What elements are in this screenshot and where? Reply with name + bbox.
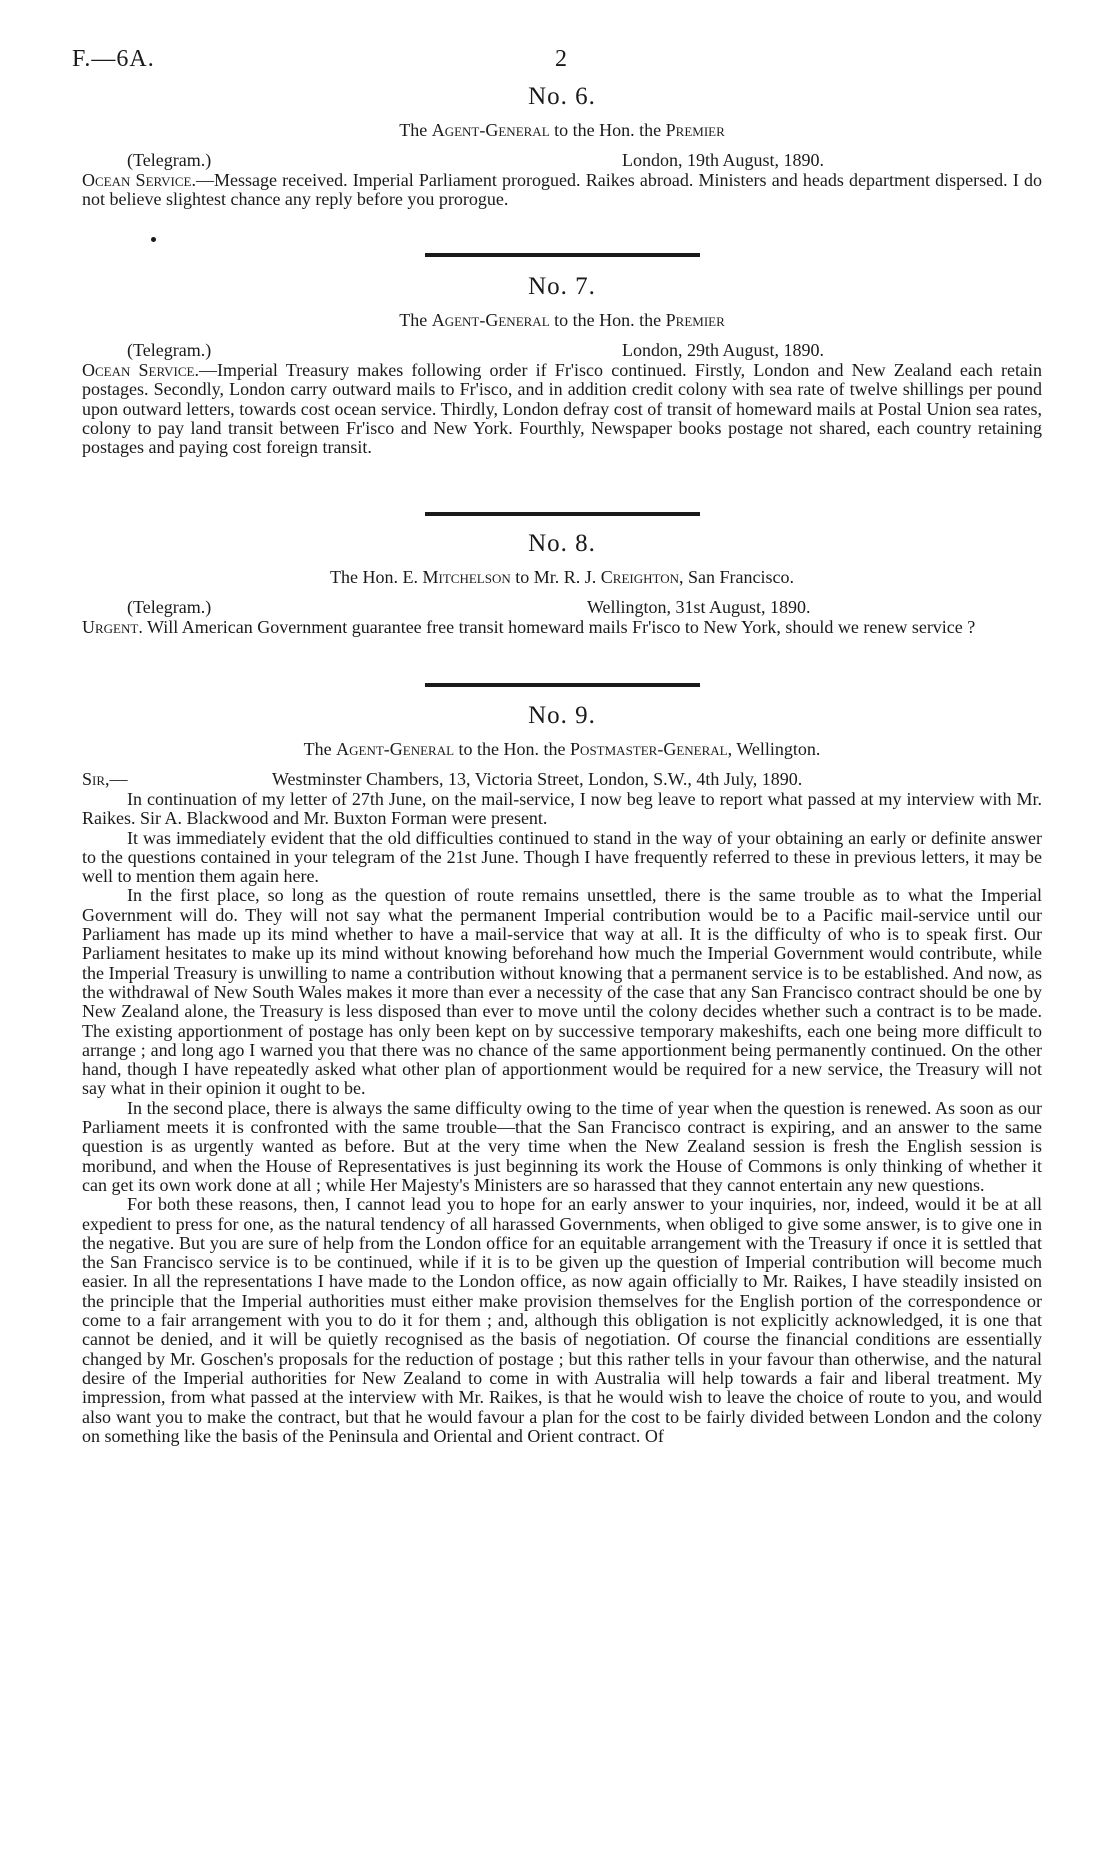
lead-heading: Ocean Service. [82, 360, 199, 380]
to-title: Premier [665, 310, 725, 330]
from-title: Agent-General [431, 120, 550, 140]
body-text: Will American Government guarantee free transit homeward mails Fr'isco to New York, should we renew service ? [142, 617, 976, 637]
section-number: No. 6. [528, 83, 596, 110]
telegram-body [82, 361, 1042, 457]
lead-heading: Ocean Service. [82, 170, 196, 190]
telegram-meta [82, 596, 1042, 618]
section-no-9 [82, 702, 1042, 1446]
word-the: the [639, 120, 662, 140]
section-number: No. 8. [528, 530, 596, 557]
word-the: The [399, 310, 428, 330]
page-number: 2 [555, 46, 567, 72]
letter-paragraph: In the first place, so long as the question of route remains unsettled, there is the same trouble as to what the Imperial Government will do. They will not say what the permanent Imperial contribution would be to a Pacific mail-service until our Parliament has made up its mind whether to have a mail-service that way at all. It is the difficulty of who is to speak first. Our Parliament hesitates to make up its mind without knowing beforehand how much the Imperial Government would contribute, while the Imperial Treasury is unwilling to name a contribution without knowing that a permanent service is to be established. And now, as the withdrawal of New South Wales makes it more than ever a necessity of the case that any San Francisco contract should be one by New Zealand alone, the Treasury is less disposed than ever to move until the colony decides whether such a contract is to be made. The existing apportionment of postage has only been kept on by successive temporary makeshifts, each one being more difficult to arrange ; and long ago I warned you that there was no chance of the same apportionment being permanently continued. On the other hand, though I have repeatedly asked what other plan of apportionment would be required for a new service, the Treasury will not say what in their opinion it ought to be. [82, 885, 1042, 1099]
telegram-body [82, 618, 1042, 637]
lead-heading: Urgent. [82, 617, 143, 637]
document-reference: F.—6A. [72, 46, 155, 72]
letter-meta [82, 768, 1042, 790]
word-the-hon: The Hon. [330, 567, 399, 587]
place-date: London, 19th August, 1890. [622, 150, 825, 170]
place-date: London, 29th August, 1890. [622, 340, 825, 360]
word-the: the [639, 310, 662, 330]
word-to-the-hon: to the Hon. [458, 739, 540, 759]
section-no-6 [82, 83, 1042, 210]
word-the: The [303, 739, 332, 759]
word-to-mr: to Mr. [515, 567, 560, 587]
telegram-body [82, 171, 1042, 210]
letter-paragraph: For both these reasons, then, I cannot lead you to hope for an early answer to your inquiries, nor, indeed, would it be at all expedient to press for one, as the natural tendency of all harassed Governments, when obliged to give some answer, is to give one in the negative. But you are sure of help from the London office for an equitable arrangement with the Treasury if once it is settled that the San Francisco service is to be continued, while if it is to be given up the question of Imperial contribution will become much easier. In all the representations I have made to the London office, as now again officially to Mr. Raikes, I have steadily insisted on the principle that the Imperial authorities must either make provision themselves for the English portion of the correspondence or come to a fair arrangement with you to do it for them ; and, although this obligation is not explicitly acknowledged, it is one that cannot be denied, and it will be quietly recognised as the basis of negotiation. Of course the financial conditions are essentially changed by Mr. Goschen's proposals for the reduction of postage ; but this rather tells in your favour than otherwise, and the natural desire of the Imperial authorities for New Zealand to come in with Australia will help towards a fair and liberal treatment. My impression, from what passed at the interview with Mr. Raikes, is that he would wish to leave the choice of route to you, and would also want you to make the contract, but that he would favour a plan for the cost to be fairly divided between London and the colony on something like the basis of the Peninsula and Oriental and Orient contract. Of [82, 1194, 1042, 1446]
to-place: Wellington. [736, 739, 821, 759]
section-no-8 [82, 530, 1042, 637]
address-date: Westminster Chambers, 13, Victoria Street, London, S.W., 4th July, 1890. [272, 769, 803, 789]
telegram-meta [82, 339, 1042, 361]
body-text: —Imperial Treasury makes following order if Fr'isco continued. Firstly, London and New Zealand each retain postages. Secondly, London carry outward mails to Fr'isco, and in addition credit colony with sea rate of twelve shillings per pound upon outward letters, towards cost ocean service. Thirdly, London defray cost of transit of homeward mails at Postal Union sea rates, colony to pay land transit between Fr'isco and New York. Fourthly, Newspaper books postage not shared, each country retaining postages and paying cost foreign transit. [82, 360, 1042, 458]
letter-paragraph: It was immediately evident that the old difficulties continued to stand in the way of your obtaining an early or definite answer to the questions contained in your telegram of the 21st June. Though I have frequently referred to these in previous letters, it may be well to mention them again here. [82, 827, 1042, 887]
word-to-the-hon: to the Hon. [554, 120, 635, 140]
to-place: San Francisco. [687, 567, 794, 587]
section-divider [425, 683, 700, 687]
from-to-line: The Agent-General to the Hon. the Postmaster-General, Wellington. [303, 739, 821, 759]
message-type: (Telegram.) [127, 597, 212, 617]
telegram-meta [82, 149, 1042, 171]
section-number: No. 9. [528, 702, 596, 729]
to-name: R. J. Creighton [563, 567, 679, 587]
letter-paragraph: In continuation of my letter of 27th June, on the mail-service, I now beg leave to report what passed at my interview with Mr. Raikes. Sir A. Blackwood and Mr. Buxton Forman were present. [82, 789, 1042, 829]
to-title: Premier [665, 120, 725, 140]
salutation: Sir,— [82, 769, 128, 789]
body-text: —Message received. Imperial Parliament prorogued. Raikes abroad. Ministers and heads department dispersed. I do not believe slightest chance any reply before you prorogue. [82, 170, 1042, 210]
message-type: (Telegram.) [127, 150, 212, 170]
letter-paragraph: In the second place, there is always the same difficulty owing to the time of year when the question is renewed. As soon as our Parliament meets it is confronted with the same trouble—that the San Francisco contract is expiring, and an answer to the same question is as urgently wanted as before. But at the very time when the New Zealand session is fresh the English session is moribund, and when the House of Representatives is just beginning its work the House of Commons is only thinking of whether it can get its own work done at all ; while Her Majesty's Ministers are so harassed that they cannot entertain any new questions. [82, 1097, 1042, 1195]
word-to-the-hon: to the Hon. [554, 310, 635, 330]
to-title: Postmaster-General [570, 739, 728, 759]
from-title: Agent-General [336, 739, 455, 759]
word-the: the [543, 739, 566, 759]
section-number: No. 7. [528, 273, 596, 300]
message-type: (Telegram.) [127, 340, 212, 360]
section-divider [425, 512, 700, 516]
stray-ink-mark [151, 237, 156, 242]
from-title: Agent-General [431, 310, 550, 330]
from-name: E. Mitchelson [402, 567, 511, 587]
from-to-line [82, 119, 1042, 141]
section-divider [425, 253, 700, 257]
word-the: The [399, 120, 428, 140]
from-to-line: The Hon. E. Mitchelson to Mr. R. J. Creighton, San Francisco. [330, 567, 794, 587]
from-to-line [82, 309, 1042, 331]
place-date: Wellington, 31st August, 1890. [587, 597, 811, 617]
section-no-7 [82, 273, 1042, 457]
